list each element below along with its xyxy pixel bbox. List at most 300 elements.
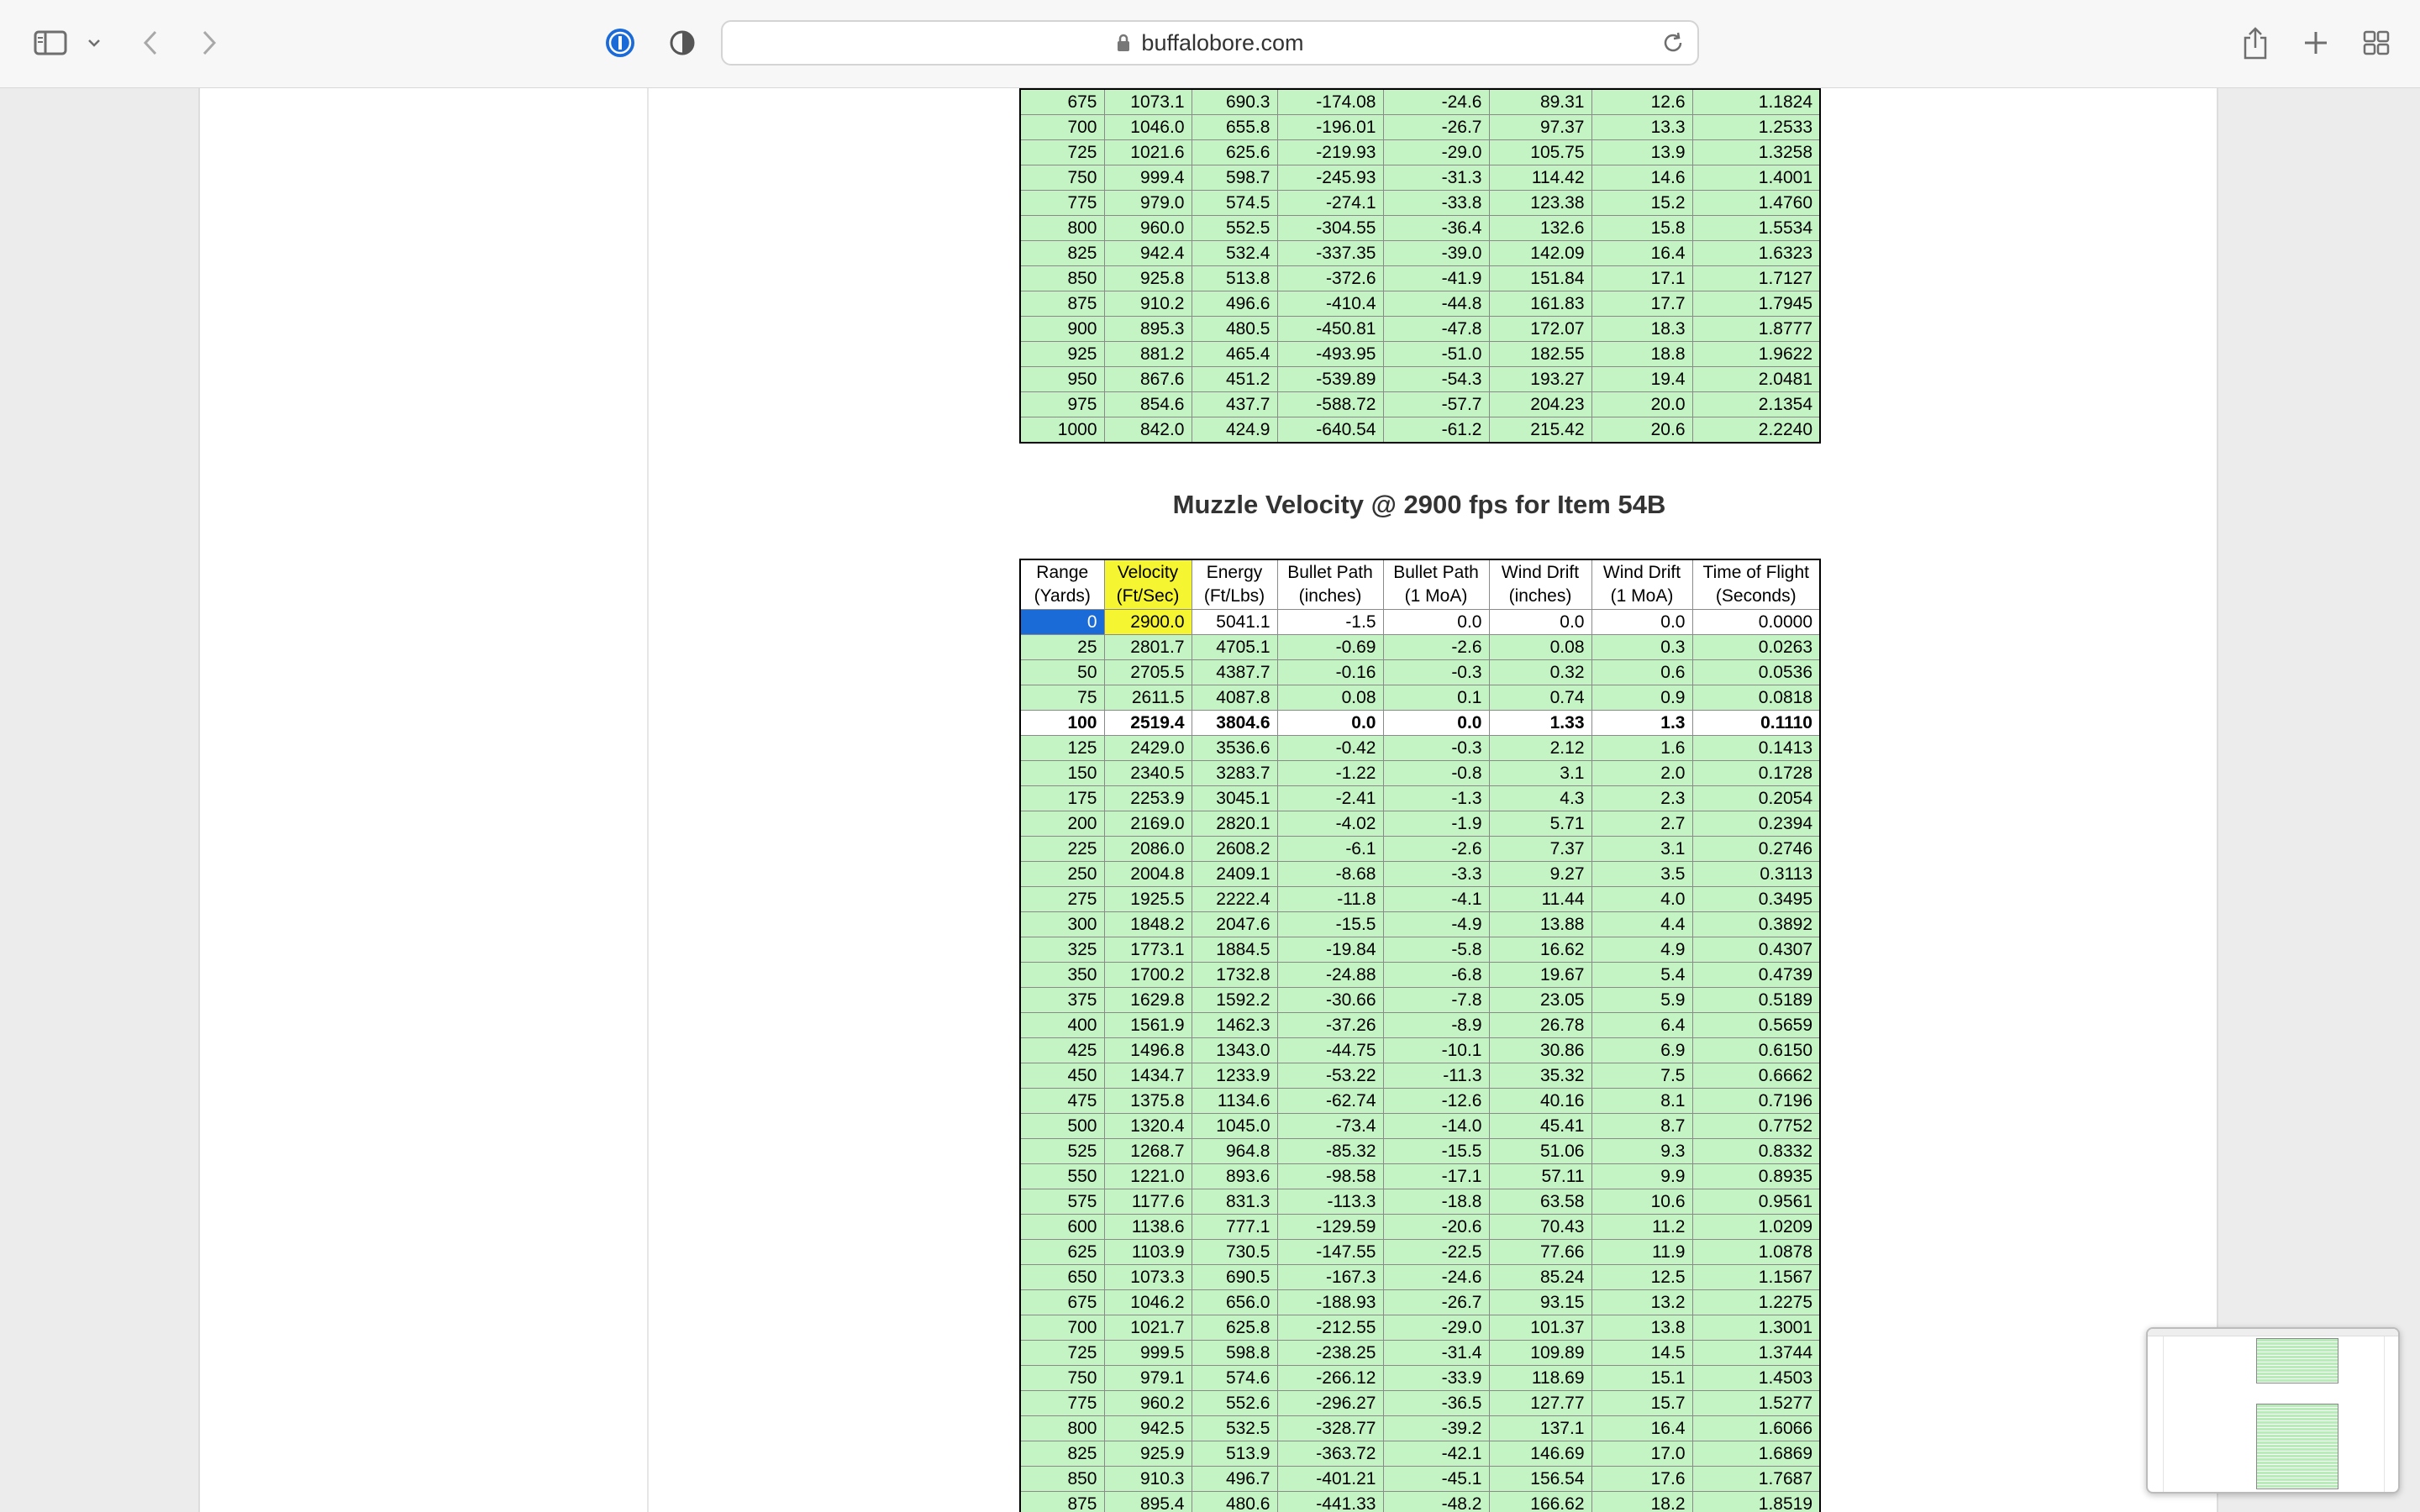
- table-cell[interactable]: 437.7: [1192, 392, 1277, 417]
- table-cell[interactable]: -296.27: [1277, 1391, 1383, 1416]
- table-cell[interactable]: 0.3892: [1692, 912, 1820, 937]
- table-cell[interactable]: 655.8: [1192, 115, 1277, 140]
- tab-overview-button[interactable]: [2360, 22, 2393, 64]
- table-cell[interactable]: 1021.7: [1104, 1315, 1192, 1341]
- table-cell[interactable]: 0.32: [1489, 660, 1591, 685]
- table-cell[interactable]: -1.5: [1277, 610, 1383, 635]
- table-cell[interactable]: 3804.6: [1192, 711, 1277, 736]
- table-cell[interactable]: 0.3: [1591, 635, 1692, 660]
- table-cell[interactable]: 17.7: [1591, 291, 1692, 317]
- table-cell[interactable]: 1700.2: [1104, 963, 1192, 988]
- table-cell[interactable]: 7.5: [1591, 1063, 1692, 1089]
- table-cell[interactable]: 0.0: [1489, 610, 1591, 635]
- table-cell[interactable]: 1134.6: [1192, 1089, 1277, 1114]
- password-manager-button[interactable]: [602, 22, 639, 64]
- table-cell[interactable]: -266.12: [1277, 1366, 1383, 1391]
- table-cell[interactable]: -3.3: [1383, 862, 1489, 887]
- table-cell[interactable]: 999.4: [1104, 165, 1192, 191]
- table-cell[interactable]: 730.5: [1192, 1240, 1277, 1265]
- table-cell[interactable]: 109.89: [1489, 1341, 1591, 1366]
- table-cell[interactable]: -31.3: [1383, 165, 1489, 191]
- table-cell[interactable]: 5.71: [1489, 811, 1591, 837]
- table-cell[interactable]: 964.8: [1192, 1139, 1277, 1164]
- table-cell[interactable]: 45.41: [1489, 1114, 1591, 1139]
- table-cell[interactable]: -15.5: [1383, 1139, 1489, 1164]
- table-cell[interactable]: -36.4: [1383, 216, 1489, 241]
- table-cell[interactable]: -20.6: [1383, 1215, 1489, 1240]
- table-cell[interactable]: -24.88: [1277, 963, 1383, 988]
- table-cell[interactable]: 2900.0: [1104, 610, 1192, 635]
- table-cell[interactable]: 105.75: [1489, 140, 1591, 165]
- table-cell[interactable]: 775: [1020, 1391, 1104, 1416]
- table-cell[interactable]: 574.5: [1192, 191, 1277, 216]
- table-cell[interactable]: 0.2394: [1692, 811, 1820, 837]
- table-cell[interactable]: 1462.3: [1192, 1013, 1277, 1038]
- table-cell[interactable]: 16.4: [1591, 1416, 1692, 1441]
- table-cell[interactable]: 1103.9: [1104, 1240, 1192, 1265]
- table-cell[interactable]: -337.35: [1277, 241, 1383, 266]
- table-cell[interactable]: 1221.0: [1104, 1164, 1192, 1189]
- table-cell[interactable]: 1773.1: [1104, 937, 1192, 963]
- table-cell[interactable]: 142.09: [1489, 241, 1591, 266]
- table-cell[interactable]: 0.4307: [1692, 937, 1820, 963]
- table-cell[interactable]: 1.4001: [1692, 165, 1820, 191]
- table-cell[interactable]: 1.1824: [1692, 89, 1820, 115]
- table-cell[interactable]: 2169.0: [1104, 811, 1192, 837]
- table-cell[interactable]: 63.58: [1489, 1189, 1591, 1215]
- table-cell[interactable]: -245.93: [1277, 165, 1383, 191]
- table-cell[interactable]: -212.55: [1277, 1315, 1383, 1341]
- table-cell[interactable]: -30.66: [1277, 988, 1383, 1013]
- table-cell[interactable]: -39.0: [1383, 241, 1489, 266]
- table-cell[interactable]: 20.0: [1591, 392, 1692, 417]
- back-button[interactable]: [138, 22, 163, 64]
- table-cell[interactable]: 0.74: [1489, 685, 1591, 711]
- table-cell[interactable]: 0.6: [1591, 660, 1692, 685]
- table-cell[interactable]: 513.8: [1192, 266, 1277, 291]
- table-cell[interactable]: 942.5: [1104, 1416, 1192, 1441]
- table-cell[interactable]: 161.83: [1489, 291, 1591, 317]
- table-cell[interactable]: 225: [1020, 837, 1104, 862]
- table-cell[interactable]: 525: [1020, 1139, 1104, 1164]
- table-cell[interactable]: 0.0000: [1692, 610, 1820, 635]
- table-cell[interactable]: 0.0: [1277, 711, 1383, 736]
- table-cell[interactable]: -588.72: [1277, 392, 1383, 417]
- table-cell[interactable]: 15.2: [1591, 191, 1692, 216]
- table-cell[interactable]: -26.7: [1383, 1290, 1489, 1315]
- table-cell[interactable]: 475: [1020, 1089, 1104, 1114]
- table-cell[interactable]: -1.9: [1383, 811, 1489, 837]
- table-cell[interactable]: 895.3: [1104, 317, 1192, 342]
- table-cell[interactable]: 1268.7: [1104, 1139, 1192, 1164]
- table-cell[interactable]: 725: [1020, 1341, 1104, 1366]
- table-cell[interactable]: -37.26: [1277, 1013, 1383, 1038]
- table-cell[interactable]: 4.0: [1591, 887, 1692, 912]
- table-cell[interactable]: -0.42: [1277, 736, 1383, 761]
- table-cell[interactable]: 675: [1020, 89, 1104, 115]
- table-cell[interactable]: 5.9: [1591, 988, 1692, 1013]
- table-cell[interactable]: 0.1728: [1692, 761, 1820, 786]
- table-cell[interactable]: 0.6662: [1692, 1063, 1820, 1089]
- table-cell[interactable]: 18.3: [1591, 317, 1692, 342]
- table-cell[interactable]: -29.0: [1383, 140, 1489, 165]
- table-cell[interactable]: -36.5: [1383, 1391, 1489, 1416]
- table-cell[interactable]: 450: [1020, 1063, 1104, 1089]
- table-cell[interactable]: 600: [1020, 1215, 1104, 1240]
- table-cell[interactable]: 4387.7: [1192, 660, 1277, 685]
- table-cell[interactable]: 3.1: [1591, 837, 1692, 862]
- table-cell[interactable]: 30.86: [1489, 1038, 1591, 1063]
- table-cell[interactable]: 18.2: [1591, 1492, 1692, 1512]
- table-cell[interactable]: 1320.4: [1104, 1114, 1192, 1139]
- table-cell[interactable]: -17.1: [1383, 1164, 1489, 1189]
- share-button[interactable]: [2238, 22, 2272, 64]
- table-cell[interactable]: 1.8777: [1692, 317, 1820, 342]
- table-cell[interactable]: -401.21: [1277, 1467, 1383, 1492]
- table-cell[interactable]: 1046.2: [1104, 1290, 1192, 1315]
- table-cell[interactable]: -539.89: [1277, 367, 1383, 392]
- table-cell[interactable]: 275: [1020, 887, 1104, 912]
- table-cell[interactable]: 2.0: [1591, 761, 1692, 786]
- table-cell[interactable]: -39.2: [1383, 1416, 1489, 1441]
- table-cell[interactable]: 0.9: [1591, 685, 1692, 711]
- table-cell[interactable]: 0.5659: [1692, 1013, 1820, 1038]
- table-cell[interactable]: 0.6150: [1692, 1038, 1820, 1063]
- table-cell[interactable]: -113.3: [1277, 1189, 1383, 1215]
- table-cell[interactable]: -1.3: [1383, 786, 1489, 811]
- table-cell[interactable]: 114.42: [1489, 165, 1591, 191]
- table-cell[interactable]: 3.5: [1591, 862, 1692, 887]
- table-cell[interactable]: 11.44: [1489, 887, 1591, 912]
- table-cell[interactable]: 2.12: [1489, 736, 1591, 761]
- table-cell[interactable]: 975: [1020, 392, 1104, 417]
- table-cell[interactable]: 910.2: [1104, 291, 1192, 317]
- table-cell[interactable]: 13.9: [1591, 140, 1692, 165]
- table-cell[interactable]: 2611.5: [1104, 685, 1192, 711]
- table-cell[interactable]: 1021.6: [1104, 140, 1192, 165]
- table-cell[interactable]: 424.9: [1192, 417, 1277, 444]
- table-cell[interactable]: -51.0: [1383, 342, 1489, 367]
- table-cell[interactable]: 250: [1020, 862, 1104, 887]
- table-cell[interactable]: 0.0: [1383, 610, 1489, 635]
- table-cell[interactable]: 2820.1: [1192, 811, 1277, 837]
- table-cell[interactable]: 4705.1: [1192, 635, 1277, 660]
- table-cell[interactable]: 146.69: [1489, 1441, 1591, 1467]
- table-cell[interactable]: 0.2746: [1692, 837, 1820, 862]
- table-cell[interactable]: -129.59: [1277, 1215, 1383, 1240]
- table-cell[interactable]: 100: [1020, 711, 1104, 736]
- table-cell[interactable]: 1000: [1020, 417, 1104, 444]
- table-cell[interactable]: -73.4: [1277, 1114, 1383, 1139]
- table-cell[interactable]: 1629.8: [1104, 988, 1192, 1013]
- table-cell[interactable]: 750: [1020, 165, 1104, 191]
- table-cell[interactable]: 775: [1020, 191, 1104, 216]
- table-cell[interactable]: -24.6: [1383, 89, 1489, 115]
- table-cell[interactable]: -7.8: [1383, 988, 1489, 1013]
- table-cell[interactable]: 598.7: [1192, 165, 1277, 191]
- table-cell[interactable]: 0.3113: [1692, 862, 1820, 887]
- table-cell[interactable]: 57.11: [1489, 1164, 1591, 1189]
- table-cell[interactable]: 16.62: [1489, 937, 1591, 963]
- table-cell[interactable]: 625: [1020, 1240, 1104, 1265]
- table-cell[interactable]: 7.37: [1489, 837, 1591, 862]
- table-cell[interactable]: 12.6: [1591, 89, 1692, 115]
- table-cell[interactable]: -2.41: [1277, 786, 1383, 811]
- table-cell[interactable]: 2.7: [1591, 811, 1692, 837]
- table-cell[interactable]: 881.2: [1104, 342, 1192, 367]
- table-cell[interactable]: 960.0: [1104, 216, 1192, 241]
- table-cell[interactable]: 1233.9: [1192, 1063, 1277, 1089]
- table-cell[interactable]: -44.8: [1383, 291, 1489, 317]
- table-cell[interactable]: 51.06: [1489, 1139, 1591, 1164]
- table-cell[interactable]: 942.4: [1104, 241, 1192, 266]
- table-cell[interactable]: -33.9: [1383, 1366, 1489, 1391]
- table-cell[interactable]: 532.4: [1192, 241, 1277, 266]
- table-cell[interactable]: 15.7: [1591, 1391, 1692, 1416]
- table-cell[interactable]: -450.81: [1277, 317, 1383, 342]
- table-cell[interactable]: 0.7196: [1692, 1089, 1820, 1114]
- table-cell[interactable]: 127.77: [1489, 1391, 1591, 1416]
- table-cell[interactable]: 150: [1020, 761, 1104, 786]
- table-cell[interactable]: 19.67: [1489, 963, 1591, 988]
- table-cell[interactable]: -11.3: [1383, 1063, 1489, 1089]
- table-cell[interactable]: 925: [1020, 342, 1104, 367]
- table-cell[interactable]: -167.3: [1277, 1265, 1383, 1290]
- table-cell[interactable]: 172.07: [1489, 317, 1591, 342]
- table-cell[interactable]: -0.3: [1383, 736, 1489, 761]
- table-cell[interactable]: 13.2: [1591, 1290, 1692, 1315]
- table-cell[interactable]: 854.6: [1104, 392, 1192, 417]
- table-cell[interactable]: 800: [1020, 216, 1104, 241]
- table-cell[interactable]: 17.1: [1591, 266, 1692, 291]
- table-cell[interactable]: 204.23: [1489, 392, 1591, 417]
- table-cell[interactable]: 656.0: [1192, 1290, 1277, 1315]
- table-cell[interactable]: 0.08: [1277, 685, 1383, 711]
- table-cell[interactable]: -26.7: [1383, 115, 1489, 140]
- table-cell[interactable]: 1.3: [1591, 711, 1692, 736]
- table-cell[interactable]: -0.3: [1383, 660, 1489, 685]
- table-cell[interactable]: 700: [1020, 115, 1104, 140]
- table-cell[interactable]: 1.7687: [1692, 1467, 1820, 1492]
- table-cell[interactable]: 3045.1: [1192, 786, 1277, 811]
- table-cell[interactable]: 137.1: [1489, 1416, 1591, 1441]
- table-cell[interactable]: 8.1: [1591, 1089, 1692, 1114]
- table-cell[interactable]: 1073.1: [1104, 89, 1192, 115]
- table-cell[interactable]: -22.5: [1383, 1240, 1489, 1265]
- table-cell[interactable]: 925.8: [1104, 266, 1192, 291]
- table-cell[interactable]: 10.6: [1591, 1189, 1692, 1215]
- table-cell[interactable]: -12.6: [1383, 1089, 1489, 1114]
- table-cell[interactable]: 979.1: [1104, 1366, 1192, 1391]
- table-cell[interactable]: -29.0: [1383, 1315, 1489, 1341]
- table-cell[interactable]: 215.42: [1489, 417, 1591, 444]
- table-cell[interactable]: 350: [1020, 963, 1104, 988]
- table-cell[interactable]: 50: [1020, 660, 1104, 685]
- table-cell[interactable]: 2253.9: [1104, 786, 1192, 811]
- table-cell[interactable]: 1.6066: [1692, 1416, 1820, 1441]
- table-cell[interactable]: 2.3: [1591, 786, 1692, 811]
- table-cell[interactable]: 13.3: [1591, 115, 1692, 140]
- table-cell[interactable]: 425: [1020, 1038, 1104, 1063]
- table-cell[interactable]: 97.37: [1489, 115, 1591, 140]
- table-cell[interactable]: 0.7752: [1692, 1114, 1820, 1139]
- table-cell[interactable]: 14.5: [1591, 1341, 1692, 1366]
- table-cell[interactable]: 925.9: [1104, 1441, 1192, 1467]
- table-cell[interactable]: -41.9: [1383, 266, 1489, 291]
- sidebar-toggle-button[interactable]: [32, 22, 69, 64]
- table-cell[interactable]: 6.4: [1591, 1013, 1692, 1038]
- table-cell[interactable]: 20.6: [1591, 417, 1692, 444]
- table-cell[interactable]: -147.55: [1277, 1240, 1383, 1265]
- table-cell[interactable]: 4.9: [1591, 937, 1692, 963]
- table-cell[interactable]: -98.58: [1277, 1164, 1383, 1189]
- table-cell[interactable]: 1.4760: [1692, 191, 1820, 216]
- table-cell[interactable]: -6.8: [1383, 963, 1489, 988]
- table-cell[interactable]: 451.2: [1192, 367, 1277, 392]
- table-cell[interactable]: 1.5534: [1692, 216, 1820, 241]
- table-cell[interactable]: 156.54: [1489, 1467, 1591, 1492]
- table-cell[interactable]: 0.2054: [1692, 786, 1820, 811]
- table-cell[interactable]: 75: [1020, 685, 1104, 711]
- table-cell[interactable]: 0.1: [1383, 685, 1489, 711]
- table-cell[interactable]: 1.33: [1489, 711, 1591, 736]
- table-cell[interactable]: 750: [1020, 1366, 1104, 1391]
- web-content[interactable]: [0, 88, 2420, 1512]
- table-cell[interactable]: 800: [1020, 1416, 1104, 1441]
- table-cell[interactable]: 550: [1020, 1164, 1104, 1189]
- table-cell[interactable]: 5041.1: [1192, 610, 1277, 635]
- table-cell[interactable]: 1.5277: [1692, 1391, 1820, 1416]
- table-cell[interactable]: 166.62: [1489, 1492, 1591, 1512]
- table-cell[interactable]: 465.4: [1192, 342, 1277, 367]
- table-cell[interactable]: 1073.3: [1104, 1265, 1192, 1290]
- table-cell[interactable]: 0.5189: [1692, 988, 1820, 1013]
- table-cell[interactable]: -0.16: [1277, 660, 1383, 685]
- table-cell[interactable]: 2409.1: [1192, 862, 1277, 887]
- table-cell[interactable]: 900: [1020, 317, 1104, 342]
- table-cell[interactable]: -54.3: [1383, 367, 1489, 392]
- table-cell[interactable]: 875: [1020, 1492, 1104, 1512]
- table-cell[interactable]: 0: [1020, 610, 1104, 635]
- table-cell[interactable]: 2429.0: [1104, 736, 1192, 761]
- table-cell[interactable]: -4.9: [1383, 912, 1489, 937]
- table-cell[interactable]: -0.69: [1277, 635, 1383, 660]
- table-cell[interactable]: 777.1: [1192, 1215, 1277, 1240]
- table-cell[interactable]: 552.6: [1192, 1391, 1277, 1416]
- table-cell[interactable]: 400: [1020, 1013, 1104, 1038]
- table-cell[interactable]: 0.1110: [1692, 711, 1820, 736]
- table-cell[interactable]: 831.3: [1192, 1189, 1277, 1215]
- table-cell[interactable]: 0.4739: [1692, 963, 1820, 988]
- table-cell[interactable]: 2.1354: [1692, 392, 1820, 417]
- table-cell[interactable]: 850: [1020, 266, 1104, 291]
- table-cell[interactable]: 16.4: [1591, 241, 1692, 266]
- table-cell[interactable]: 2705.5: [1104, 660, 1192, 685]
- table-cell[interactable]: 3536.6: [1192, 736, 1277, 761]
- table-cell[interactable]: 0.0536: [1692, 660, 1820, 685]
- table-cell[interactable]: -8.9: [1383, 1013, 1489, 1038]
- table-cell[interactable]: 40.16: [1489, 1089, 1591, 1114]
- table-cell[interactable]: 8.7: [1591, 1114, 1692, 1139]
- table-cell[interactable]: 25: [1020, 635, 1104, 660]
- table-cell[interactable]: 2801.7: [1104, 635, 1192, 660]
- table-cell[interactable]: 725: [1020, 140, 1104, 165]
- table-cell[interactable]: -219.93: [1277, 140, 1383, 165]
- table-cell[interactable]: 0.3495: [1692, 887, 1820, 912]
- table-cell[interactable]: 70.43: [1489, 1215, 1591, 1240]
- table-cell[interactable]: 496.7: [1192, 1467, 1277, 1492]
- table-cell[interactable]: -42.1: [1383, 1441, 1489, 1467]
- table-cell[interactable]: -53.22: [1277, 1063, 1383, 1089]
- table-cell[interactable]: 1732.8: [1192, 963, 1277, 988]
- table-cell[interactable]: 19.4: [1591, 367, 1692, 392]
- table-cell[interactable]: 598.8: [1192, 1341, 1277, 1366]
- table-cell[interactable]: 1177.6: [1104, 1189, 1192, 1215]
- table-cell[interactable]: 999.5: [1104, 1341, 1192, 1366]
- table-cell[interactable]: 1592.2: [1192, 988, 1277, 1013]
- table-cell[interactable]: 910.3: [1104, 1467, 1192, 1492]
- table-cell[interactable]: -0.8: [1383, 761, 1489, 786]
- table-cell[interactable]: 0.0: [1591, 610, 1692, 635]
- table-cell[interactable]: 2004.8: [1104, 862, 1192, 887]
- table-cell[interactable]: -1.22: [1277, 761, 1383, 786]
- table-cell[interactable]: 1.0878: [1692, 1240, 1820, 1265]
- table-cell[interactable]: 552.5: [1192, 216, 1277, 241]
- table-cell[interactable]: 9.9: [1591, 1164, 1692, 1189]
- table-cell[interactable]: 893.6: [1192, 1164, 1277, 1189]
- table-cell[interactable]: -8.68: [1277, 862, 1383, 887]
- table-cell[interactable]: 1.4503: [1692, 1366, 1820, 1391]
- table-cell[interactable]: 1434.7: [1104, 1063, 1192, 1089]
- table-cell[interactable]: 2340.5: [1104, 761, 1192, 786]
- table-cell[interactable]: 0.0: [1383, 711, 1489, 736]
- table-cell[interactable]: -363.72: [1277, 1441, 1383, 1467]
- table-cell[interactable]: 125: [1020, 736, 1104, 761]
- table-cell[interactable]: -85.32: [1277, 1139, 1383, 1164]
- table-cell[interactable]: 842.0: [1104, 417, 1192, 444]
- table-cell[interactable]: 9.27: [1489, 862, 1591, 887]
- table-cell[interactable]: -372.6: [1277, 266, 1383, 291]
- table-cell[interactable]: 3283.7: [1192, 761, 1277, 786]
- table-cell[interactable]: 1.0209: [1692, 1215, 1820, 1240]
- table-cell[interactable]: -4.1: [1383, 887, 1489, 912]
- table-cell[interactable]: 2222.4: [1192, 887, 1277, 912]
- table-cell[interactable]: 11.2: [1591, 1215, 1692, 1240]
- table-cell[interactable]: 23.05: [1489, 988, 1591, 1013]
- table-cell[interactable]: 1046.0: [1104, 115, 1192, 140]
- table-cell[interactable]: -493.95: [1277, 342, 1383, 367]
- table-cell[interactable]: 1045.0: [1192, 1114, 1277, 1139]
- reload-button[interactable]: [1660, 30, 1686, 55]
- table-cell[interactable]: 1.2275: [1692, 1290, 1820, 1315]
- table-cell[interactable]: 4.3: [1489, 786, 1591, 811]
- table-cell[interactable]: 0.08: [1489, 635, 1591, 660]
- table-cell[interactable]: 675: [1020, 1290, 1104, 1315]
- table-cell[interactable]: 895.4: [1104, 1492, 1192, 1512]
- table-cell[interactable]: 5.4: [1591, 963, 1692, 988]
- table-cell[interactable]: 1.7127: [1692, 266, 1820, 291]
- table-cell[interactable]: 480.5: [1192, 317, 1277, 342]
- table-cell[interactable]: -44.75: [1277, 1038, 1383, 1063]
- table-cell[interactable]: 6.9: [1591, 1038, 1692, 1063]
- table-cell[interactable]: 1.7945: [1692, 291, 1820, 317]
- table-cell[interactable]: -11.8: [1277, 887, 1383, 912]
- table-cell[interactable]: -14.0: [1383, 1114, 1489, 1139]
- table-cell[interactable]: 17.0: [1591, 1441, 1692, 1467]
- table-cell[interactable]: 193.27: [1489, 367, 1591, 392]
- table-cell[interactable]: 532.5: [1192, 1416, 1277, 1441]
- table-cell[interactable]: 1.8519: [1692, 1492, 1820, 1512]
